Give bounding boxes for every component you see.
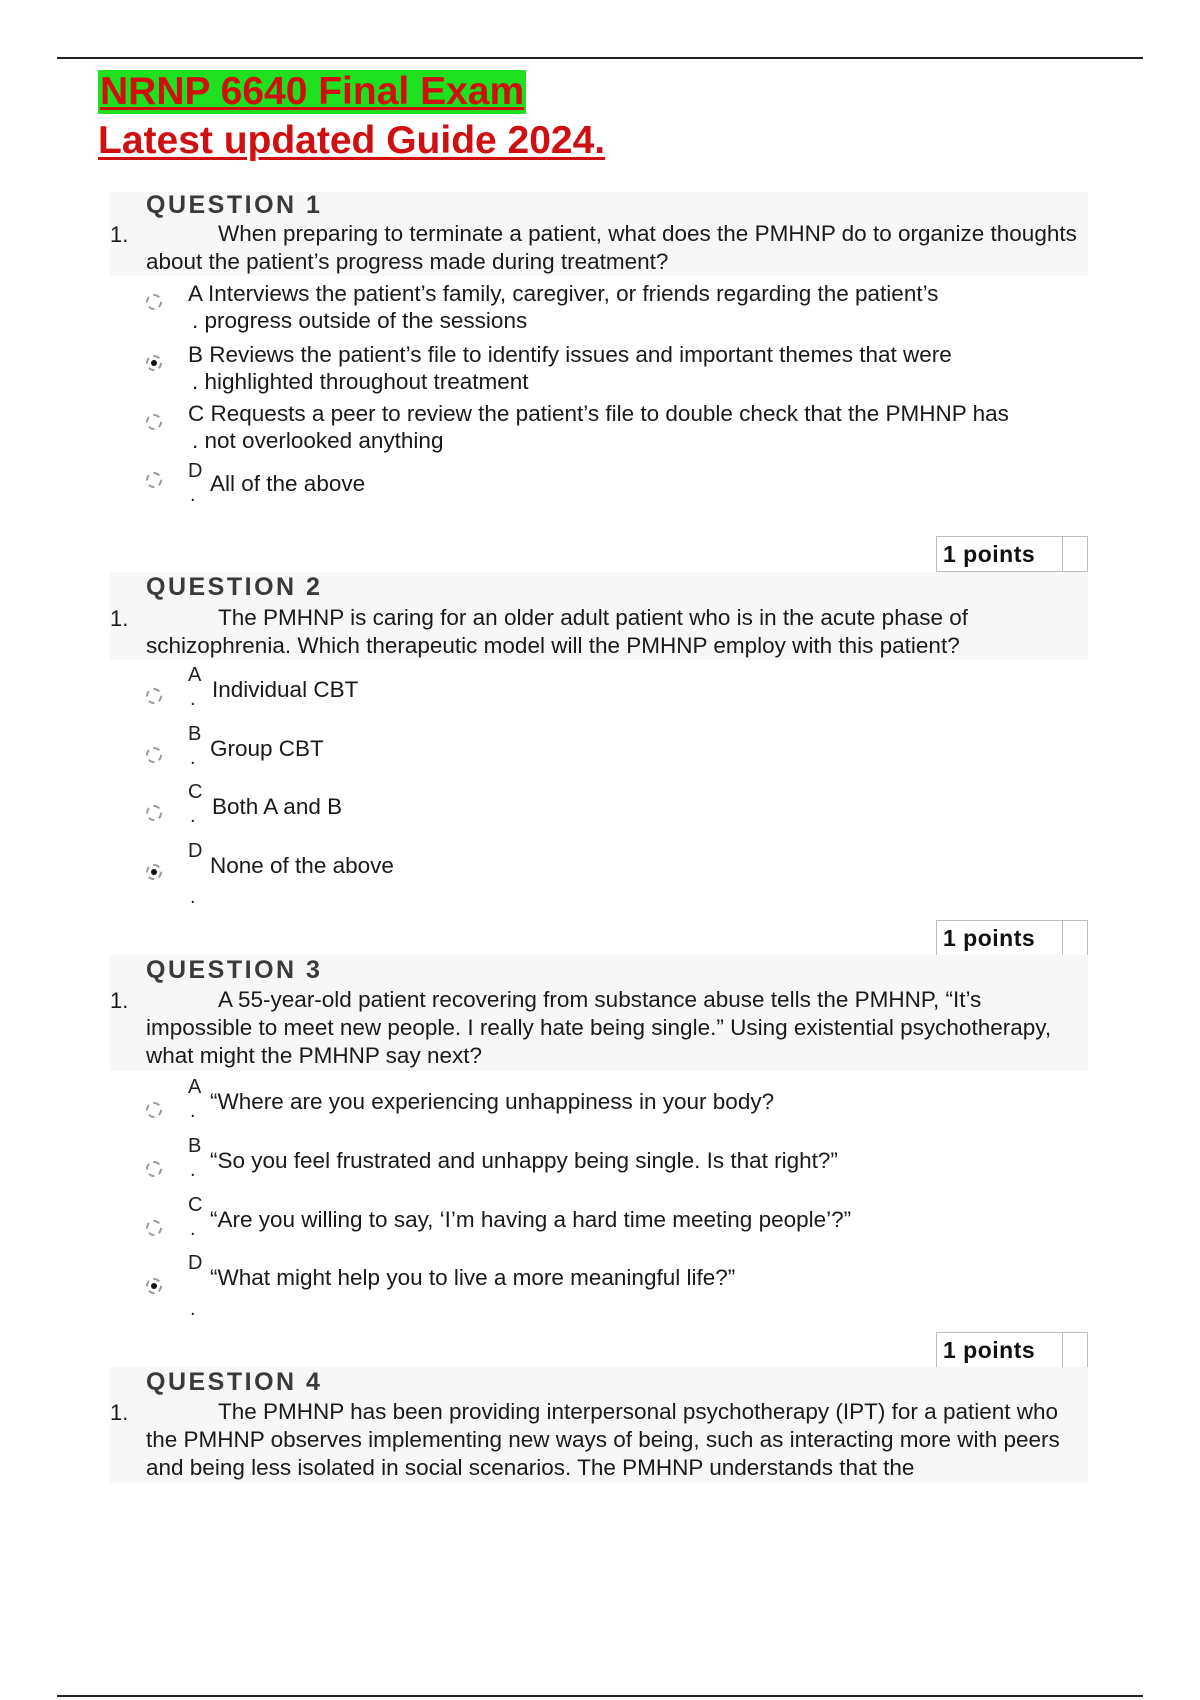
radio-button-icon[interactable]: [146, 1220, 162, 1236]
radio-button-selected-icon[interactable]: [146, 1278, 162, 1294]
option-text: “Where are you experiencing unhappiness in your body?: [210, 1089, 775, 1114]
question-1-option-c[interactable]: [146, 401, 1096, 453]
option-text: Individual CBT: [212, 677, 359, 702]
option-dot: .: [190, 1100, 196, 1122]
question-1-option-b[interactable]: [146, 342, 1096, 394]
option-text: Group CBT: [210, 736, 324, 761]
option-letter: A: [188, 664, 202, 686]
question-2-text: The PMHNP is caring for an older adult patient who is in the acute phase of schizophrenia. Which therapeutic model will the PMHNP employ with this patient?: [146, 605, 969, 658]
question-2-number: 1.: [110, 606, 129, 631]
bottom-rule: [57, 1695, 1143, 1697]
option-text: Both A and B: [212, 794, 343, 819]
radio-button-icon[interactable]: [146, 1102, 162, 1118]
points-label: 1 points: [943, 541, 1036, 567]
question-1-option-d[interactable]: [146, 460, 1096, 506]
option-dot: .: [190, 484, 196, 506]
question-4-text: The PMHNP has been providing interpersonal psychotherapy (IPT) for a patient who the PMHNP observes implementing new ways of being, such as interacting more with peers and being less isolated in social scenarios. The PMHNP understands that the: [146, 1399, 1060, 1480]
question-3-option-c[interactable]: [146, 1194, 1096, 1240]
radio-button-icon[interactable]: [146, 414, 162, 430]
radio-button-icon[interactable]: [146, 472, 162, 488]
option-letter: D: [188, 1252, 203, 1274]
option-text: All of the above: [210, 471, 366, 496]
question-2-option-d[interactable]: [146, 840, 1096, 908]
question-1-option-a[interactable]: [146, 281, 1096, 333]
option-text: C Requests a peer to review the patient’s file to double check that the PMHNP has . not overlooked anything: [188, 401, 1009, 453]
question-3-heading: QUESTION 3: [146, 956, 323, 984]
points-label: 1 points: [943, 925, 1036, 951]
question-3-option-d[interactable]: [146, 1252, 1096, 1320]
question-1-text: When preparing to terminate a patient, what does the PMHNP do to organize thoughts about the patient’s progress made during treatment?: [146, 221, 1077, 274]
option-letter: A: [188, 1076, 202, 1098]
option-dot: .: [190, 805, 196, 827]
option-dot: .: [190, 1159, 196, 1181]
option-text: “What might help you to live a more meaningful life?”: [210, 1265, 736, 1290]
radio-button-selected-icon[interactable]: [146, 355, 162, 371]
option-text: None of the above: [210, 853, 394, 878]
option-letter: D: [188, 840, 203, 862]
points-cell: [1062, 537, 1087, 571]
option-letter: D: [188, 460, 203, 482]
document-title: [98, 70, 605, 160]
question-2-option-b[interactable]: [146, 723, 1096, 769]
option-text: B Reviews the patient’s file to identify issues and important themes that were . highlighted throughout treatment: [188, 342, 952, 394]
option-text: A Interviews the patient’s family, caregiver, or friends regarding the patient’s . progress outside of the sessions: [188, 281, 939, 333]
points-cell: [1062, 921, 1087, 955]
question-3-text: A 55-year-old patient recovering from substance abuse tells the PMHNP, “It’s impossible to meet new people. I really hate being single.” Using existential psychotherapy, what might the PMHNP say next?: [146, 987, 1052, 1068]
option-dot: .: [190, 1218, 196, 1240]
radio-button-icon[interactable]: [146, 805, 162, 821]
option-dot: .: [190, 1298, 196, 1320]
option-letter: C: [188, 781, 203, 803]
radio-button-icon[interactable]: [146, 294, 162, 310]
points-cell: [1062, 1333, 1087, 1367]
option-text: “So you feel frustrated and unhappy being single. Is that right?”: [210, 1148, 838, 1173]
question-2-option-a[interactable]: [146, 664, 1096, 710]
option-letter: B: [188, 723, 202, 745]
top-rule: [57, 57, 1143, 59]
points-box-q3: [936, 1332, 1088, 1368]
option-letter: B: [188, 1135, 202, 1157]
option-text: “Are you willing to say, ‘I’m having a hard time meeting people’?”: [210, 1207, 852, 1232]
question-3-number: 1.: [110, 988, 129, 1013]
radio-button-icon[interactable]: [146, 688, 162, 704]
radio-button-icon[interactable]: [146, 1161, 162, 1177]
radio-button-selected-icon[interactable]: [146, 864, 162, 880]
radio-button-icon[interactable]: [146, 747, 162, 763]
option-dot: .: [190, 886, 196, 908]
option-dot: .: [190, 747, 196, 769]
question-3-option-b[interactable]: [146, 1135, 1096, 1181]
question-2-heading: QUESTION 2: [146, 573, 323, 601]
question-1-number: 1.: [110, 222, 129, 247]
question-4-number: 1.: [110, 1400, 129, 1425]
option-letter: C: [188, 1194, 203, 1216]
points-box-q1: [936, 536, 1088, 572]
points-box-q2: [936, 920, 1088, 956]
title-line-1: NRNP 6640 Final Exam: [100, 70, 525, 113]
question-3-option-a[interactable]: [146, 1076, 1096, 1122]
points-label: 1 points: [943, 1337, 1036, 1363]
question-1-heading: QUESTION 1: [146, 191, 323, 219]
title-line-2: Latest updated Guide 2024.: [98, 119, 606, 162]
question-4-heading: QUESTION 4: [146, 1368, 323, 1396]
question-2-option-c[interactable]: [146, 781, 1096, 827]
option-dot: .: [190, 688, 196, 710]
